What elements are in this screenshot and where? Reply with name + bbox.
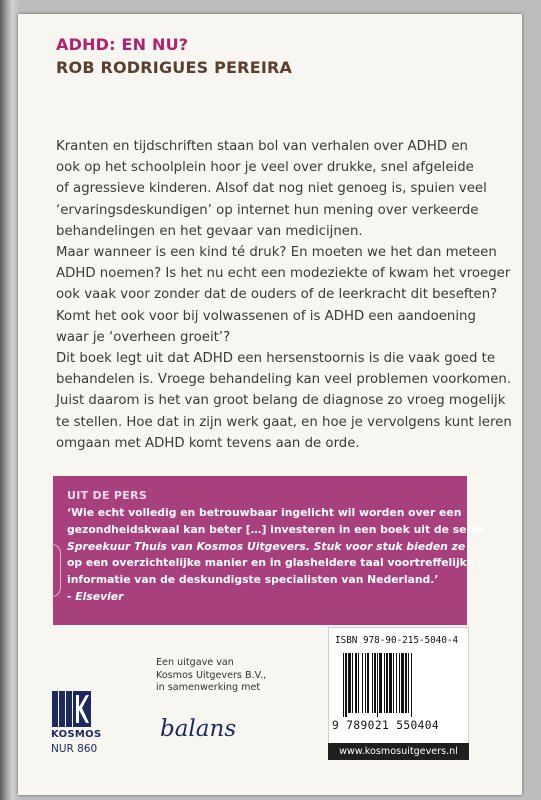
press-heading: UIT DE PERS: [67, 489, 148, 502]
barcode-icon: [343, 653, 455, 717]
kosmos-logo-icon: [52, 691, 92, 727]
press-quote: [67, 505, 483, 606]
press-box-notch: [52, 544, 61, 597]
publisher-line: Kosmos Uitgevers B.V.,: [156, 669, 267, 681]
blurb-line: behandelingen en het gevaar van medicijnen.: [56, 223, 363, 239]
publisher-url: www.kosmosuitgevers.nl: [328, 743, 469, 760]
blurb-line: Komt het ook voor bij volwassenen of is ADHD een aandoening: [56, 308, 476, 324]
publisher-note: [156, 657, 266, 695]
publisher-line: in samenwerking met: [156, 682, 261, 693]
blurb-line: waar je ‘overheen groeit’?: [56, 329, 231, 345]
press-quote-line: op een overzichtelijke manier en in glasheldere taal voortreffelijke: [67, 556, 474, 570]
isbn-label: ISBN 978-90-215-5040-4: [335, 635, 459, 646]
barcode-panel: [328, 627, 469, 744]
blurb-line: te stellen. Hoe dat in zijn werk gaat, en hoe je vervolgens kunt leren: [56, 414, 512, 430]
press-quote-line: gezondheidskwaal kan beter […] investeren in een boek uit de serie: [67, 522, 483, 536]
blurb-line: Dit boek legt uit dat ADHD een hersenstoornis is die vaak goed te: [56, 351, 496, 367]
press-quote-line: Spreekuur Thuis van Kosmos Uitgevers. Stuk voor stuk bieden ze: [67, 539, 466, 553]
press-box: [53, 476, 483, 625]
blurb-line: Maar wanneer is een kind té druk? En moeten we het dan meteen: [56, 245, 497, 261]
press-source: - Elsevier: [67, 589, 124, 603]
blurb-line: omgaan met ADHD komt tevens aan de orde.: [56, 435, 360, 451]
press-quote-line: informatie van de deskundigste specialisten van Nederland.’: [67, 573, 439, 587]
kosmos-name: KOSMOS: [51, 729, 102, 740]
barcode-number: 9 789021 550404: [332, 719, 440, 732]
blurb-line: Kranten en tijdschriften staan bol van verhalen over ADHD en: [56, 139, 468, 154]
blurb-line: ook vaak voor zonder dat de ouders of de leerkracht dit beseften?: [56, 287, 498, 303]
blurb-line: of agressieve kinderen. Alsof dat nog niet genoeg is, spuien veel: [56, 181, 487, 197]
blurb-line: ook op het schoolplein hoor je veel over drukke, snel afgeleide: [56, 160, 474, 176]
blurb-line: ‘ervaringsdeskundigen’ op internet hun mening over verkeerde: [56, 202, 479, 218]
blurb-line: ADHD noemen? Is het nu echt een modeziekte of kwam het vroeger: [56, 266, 511, 282]
book-title: ADHD: EN NU?: [56, 35, 189, 54]
blurb-line: behandelen is. Vroege behandeling kan veel problemen voorkomen.: [56, 372, 512, 388]
press-quote-line: ‘Wie echt volledig en betrouwbaar ingelicht wil worden over een: [67, 506, 462, 519]
publisher-line: Een uitgave van: [156, 657, 234, 668]
blurb-line: Juist daarom is het van groot belang de diagnose zo vroeg mogelijk: [56, 393, 506, 409]
blurb-text: [56, 136, 512, 454]
nur-code: NUR 860: [51, 743, 98, 755]
balans-logo: balans: [160, 716, 237, 742]
author-name: ROB RODRIGUES PEREIRA: [56, 58, 293, 77]
